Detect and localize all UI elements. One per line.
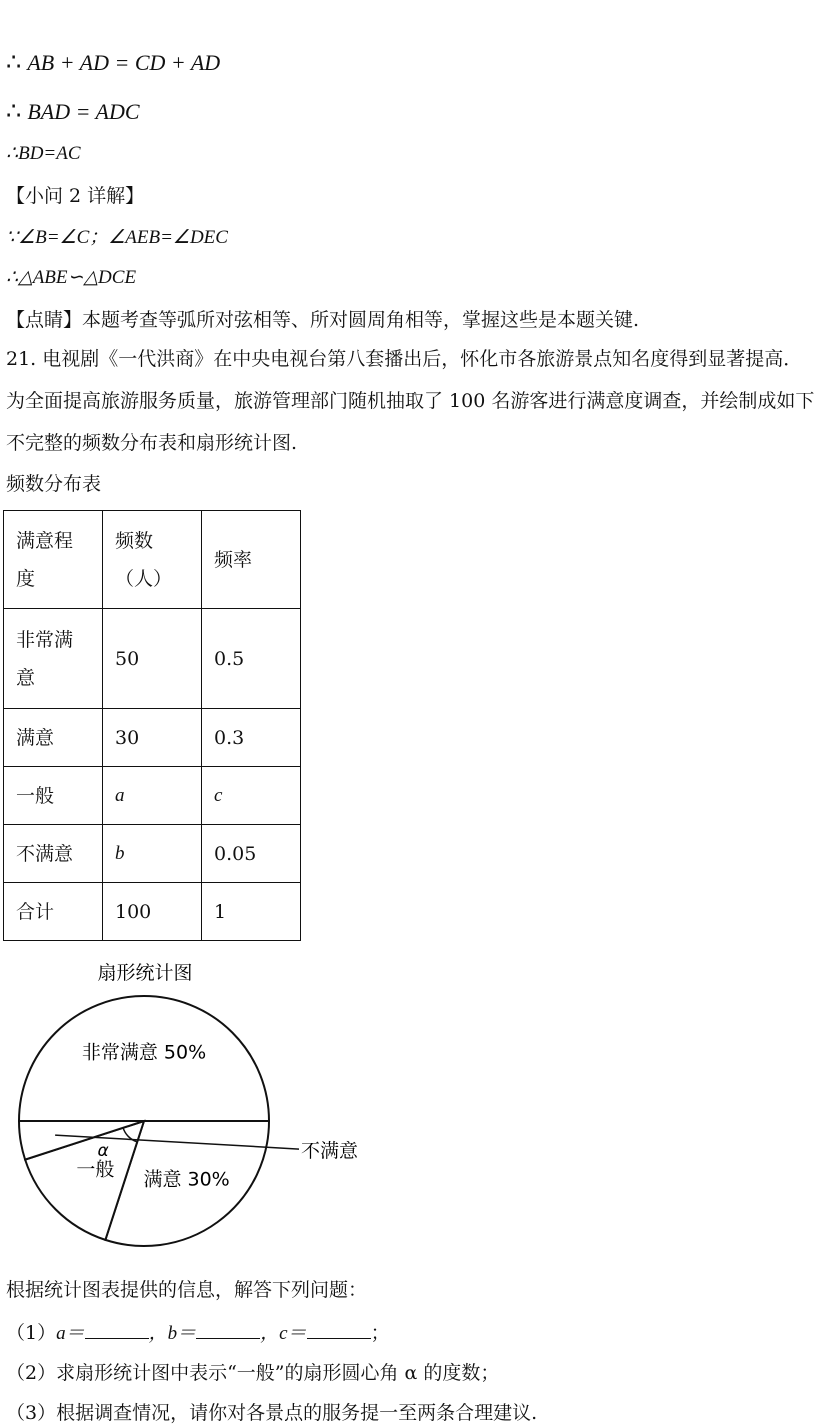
header-cell: 满意程度 <box>4 511 103 609</box>
table-cell: 合计 <box>4 883 103 941</box>
answer-blank-b[interactable] <box>196 1320 260 1339</box>
therefore-symbol: ∴ <box>6 97 22 125</box>
table-row <box>4 825 301 883</box>
table-cell: 50 <box>103 609 202 709</box>
question-2: （2）求扇形统计图中表示“一般”的扇形圆心角 α 的度数； <box>6 1362 500 1384</box>
table-cell: 满意 <box>4 709 103 767</box>
chart-title: 扇形统计图 <box>97 962 193 984</box>
table-cell: 一般 <box>4 767 103 825</box>
sub-question-2-title: 【小问 2 详解】 <box>6 185 145 207</box>
proof-line-1 <box>6 50 220 76</box>
table-cell: 30 <box>103 709 202 767</box>
table-cell: 非常满意 <box>4 609 103 709</box>
slice-label-average: 一般 <box>76 1158 115 1181</box>
table-cell: 100 <box>103 883 202 941</box>
equation-ab-ad: AB + AD = CD + AD <box>27 50 221 75</box>
table-row <box>4 883 301 941</box>
q1-prefix: （1） <box>6 1322 57 1344</box>
therefore-symbol: ∴ <box>6 48 22 76</box>
table-row <box>4 609 301 709</box>
header-cell: 频数（人） <box>103 511 202 609</box>
slice-label-satisfied: 满意 30% <box>143 1168 230 1191</box>
header-cell: 频率 <box>202 511 301 609</box>
slice-label-very-satisfied: 非常满意 50% <box>81 1041 207 1064</box>
table-cell: 0.3 <box>202 709 301 767</box>
table-cell: a <box>103 767 202 825</box>
table-cell: b <box>103 825 202 883</box>
table-cell: 0.05 <box>202 825 301 883</box>
angle-alpha-label: α <box>97 1140 109 1161</box>
table-cell: 1 <box>202 883 301 941</box>
proof-line-6: ∴△ABE∽△DCE <box>6 267 137 288</box>
slice-label-dissatisfied: 不满意 <box>301 1140 359 1163</box>
answer-blank-c[interactable] <box>307 1320 371 1339</box>
frequency-table <box>3 510 301 941</box>
proof-line-5: ∵∠B=∠C；∠AEB=∠DEC <box>6 227 228 248</box>
question-1 <box>6 1320 390 1346</box>
question-3: （3）根据调查情况，请你对各景点的服务提一至两条合理建议. <box>6 1402 538 1424</box>
table-cell: 0.5 <box>202 609 301 709</box>
table-cell: 不满意 <box>4 825 103 883</box>
answer-blank-a[interactable] <box>85 1320 149 1339</box>
q1-c-label: ，c＝ <box>260 1323 307 1344</box>
problem-statement <box>6 338 821 464</box>
table-caption: 频数分布表 <box>6 473 102 495</box>
equation-bad-adc: BAD = ADC <box>27 99 140 124</box>
problem-number: 21. <box>6 348 37 370</box>
proof-line-3: ∴BD=AC <box>6 143 81 164</box>
table-cell: c <box>202 767 301 825</box>
table-row <box>4 767 301 825</box>
problem-text: 电视剧《一代洪商》在中央电视台第八套播出后，怀化市各旅游景点知名度得到显著提高．为全面提高旅游服务质量，旅游管理部门随机抽取了 100 名游客进行满意度调查，并绘制成如下不完整的频数分布表和扇形统计图. <box>6 348 815 454</box>
q1-b-label: ，b＝ <box>148 1323 197 1344</box>
questions-intro: 根据统计图表提供的信息，解答下列问题： <box>6 1279 368 1301</box>
q1-a-label: a＝ <box>56 1323 85 1344</box>
table-header-row <box>4 511 301 609</box>
table-row <box>4 709 301 767</box>
comment-line: 【点睛】本题考查等弧所对弦相等、所对圆周角相等，掌握这些是本题关键. <box>6 309 640 331</box>
proof-line-2 <box>6 99 140 125</box>
pie-chart <box>0 950 400 1260</box>
q1-end: ； <box>370 1322 390 1344</box>
